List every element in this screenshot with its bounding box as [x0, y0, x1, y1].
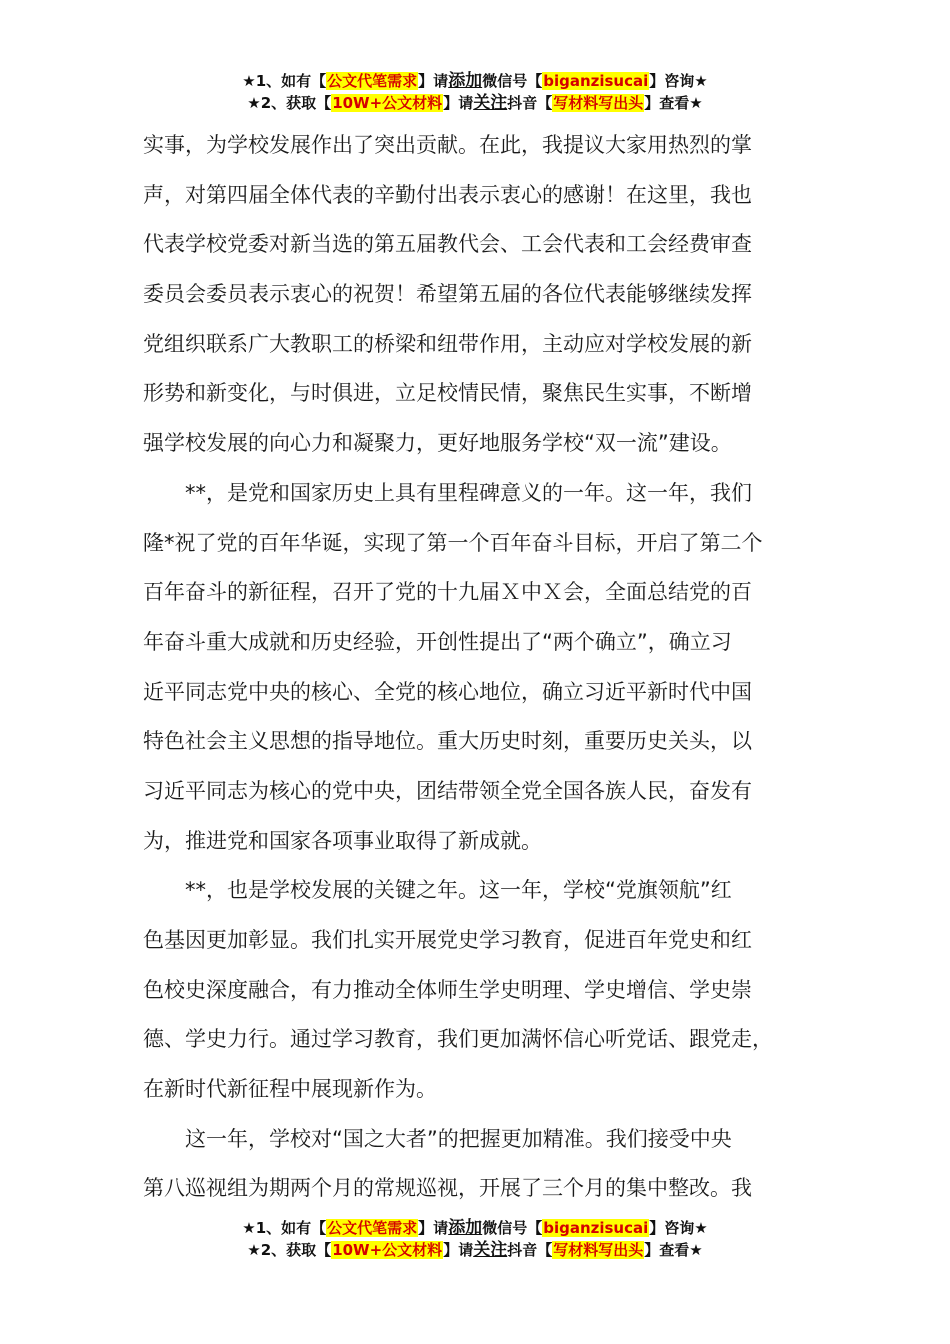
footer-banner-line-2 — [0, 1239, 950, 1261]
banner-highlight-wechat-id: biganzisucai — [543, 1219, 649, 1237]
body-line: 百年奋斗的新征程，召开了党的十九届Ｘ中Ｘ会，全面总结党的百 — [143, 580, 752, 605]
body-line: 实事，为学校发展作出了突出贡献。在此，我提议大家用热烈的掌 — [143, 133, 752, 157]
body-line: 习近平同志为核心的党中央，团结带领全党全国各族人民，奋发有 — [143, 778, 752, 803]
body-line: 色校史深度融合，有力推动全体师生学史明理、学史增信、学史崇 — [143, 977, 752, 1002]
banner-text: 】请 — [443, 1241, 474, 1259]
banner-highlight-wechat-id: biganzisucai — [543, 72, 649, 90]
body-line: 代表学校党委对新当选的第五届教代会、工会代表和工会经费审查 — [143, 232, 752, 257]
banner-emphasis: 关注 — [473, 93, 508, 113]
body-line: **，是党和国家历史上具有里程碑意义的一年。这一年，我们 — [143, 480, 752, 505]
body-line: 年奋斗重大成就和历史经验，开创性提出了“两个确立”，确立习 — [143, 629, 732, 654]
body-line: 委员会委员表示衷心的祝贺！希望第五届的各位代表能够继续发挥 — [143, 282, 752, 307]
banner-emphasis: 添加 — [448, 1218, 483, 1238]
banner-text: 微信号【 — [482, 1219, 543, 1237]
body-line: 色基因更加彰显。我们扎实开展党史学习教育，促进百年党史和红 — [143, 928, 752, 952]
header-banner — [0, 70, 950, 114]
body-line: 声，对第四届全体代表的辛勤付出表示衷心的感谢！在这里，我也 — [143, 182, 752, 207]
banner-text: ★1、如有【 — [242, 72, 327, 90]
banner-highlight-service: 公文代笔需求 — [327, 72, 418, 90]
banner-highlight-douyin: 写材料写出头 — [553, 1241, 644, 1259]
body-line: 隆*祝了党的百年华诞，实现了第一个百年奋斗目标，开启了第二个 — [143, 530, 763, 555]
body-line: 第八巡视组为期两个月的常规巡视，开展了三个月的集中整改。我 — [143, 1176, 752, 1201]
banner-text: 抖音【 — [507, 1241, 553, 1259]
footer-banner-line-1 — [0, 1217, 950, 1239]
header-banner-line-2 — [0, 92, 950, 114]
header-banner-line-1 — [0, 70, 950, 92]
body-line: 这一年，学校对“国之大者”的把握更加精准。我们接受中央 — [143, 1126, 732, 1151]
banner-text: 】查看★ — [644, 94, 703, 112]
banner-text: 】请 — [418, 72, 449, 90]
banner-text: 】咨询★ — [649, 72, 708, 90]
banner-text: 】请 — [443, 94, 474, 112]
banner-text: 抖音【 — [507, 94, 553, 112]
body-line: 特色社会主义思想的指导地位。重大历史时刻，重要历史关头，以 — [143, 729, 752, 754]
body-line: 形势和新变化，与时俱进，立足校情民情，聚焦民生实事，不断增 — [143, 381, 752, 406]
banner-highlight-douyin: 写材料写出头 — [553, 94, 644, 112]
banner-text: ★1、如有【 — [242, 1219, 327, 1237]
banner-highlight-materials: 10W+公文材料 — [332, 1241, 443, 1259]
banner-emphasis: 关注 — [473, 1240, 508, 1260]
document-body — [143, 124, 813, 1217]
body-line: 党组织联系广大教职工的桥梁和纽带作用，主动应对学校发展的新 — [143, 331, 752, 356]
banner-text: 】查看★ — [644, 1241, 703, 1259]
banner-highlight-service: 公文代笔需求 — [327, 1219, 418, 1237]
banner-emphasis: 添加 — [448, 71, 483, 91]
body-line: 德、学史力行。通过学习教育，我们更加满怀信心听党话、跟党走， — [143, 1027, 773, 1052]
banner-text: 微信号【 — [482, 72, 543, 90]
banner-highlight-materials: 10W+公文材料 — [332, 94, 443, 112]
body-line: 近平同志党中央的核心、全党的核心地位，确立习近平新时代中国 — [143, 679, 752, 704]
body-line: 在新时代新征程中展现新作为。 — [143, 1077, 437, 1102]
banner-text: 】咨询★ — [649, 1219, 708, 1237]
banner-text: ★2、获取【 — [247, 94, 332, 112]
body-line: 强学校发展的向心力和凝聚力，更好地服务学校“双一流”建设。 — [143, 431, 732, 456]
footer-banner — [0, 1217, 950, 1261]
body-line: 为，推进党和国家各项事业取得了新成就。 — [143, 828, 542, 853]
body-line: **，也是学校发展的关键之年。这一年，学校“党旗领航”红 — [143, 878, 732, 903]
banner-text: ★2、获取【 — [247, 1241, 332, 1259]
banner-text: 】请 — [418, 1219, 449, 1237]
